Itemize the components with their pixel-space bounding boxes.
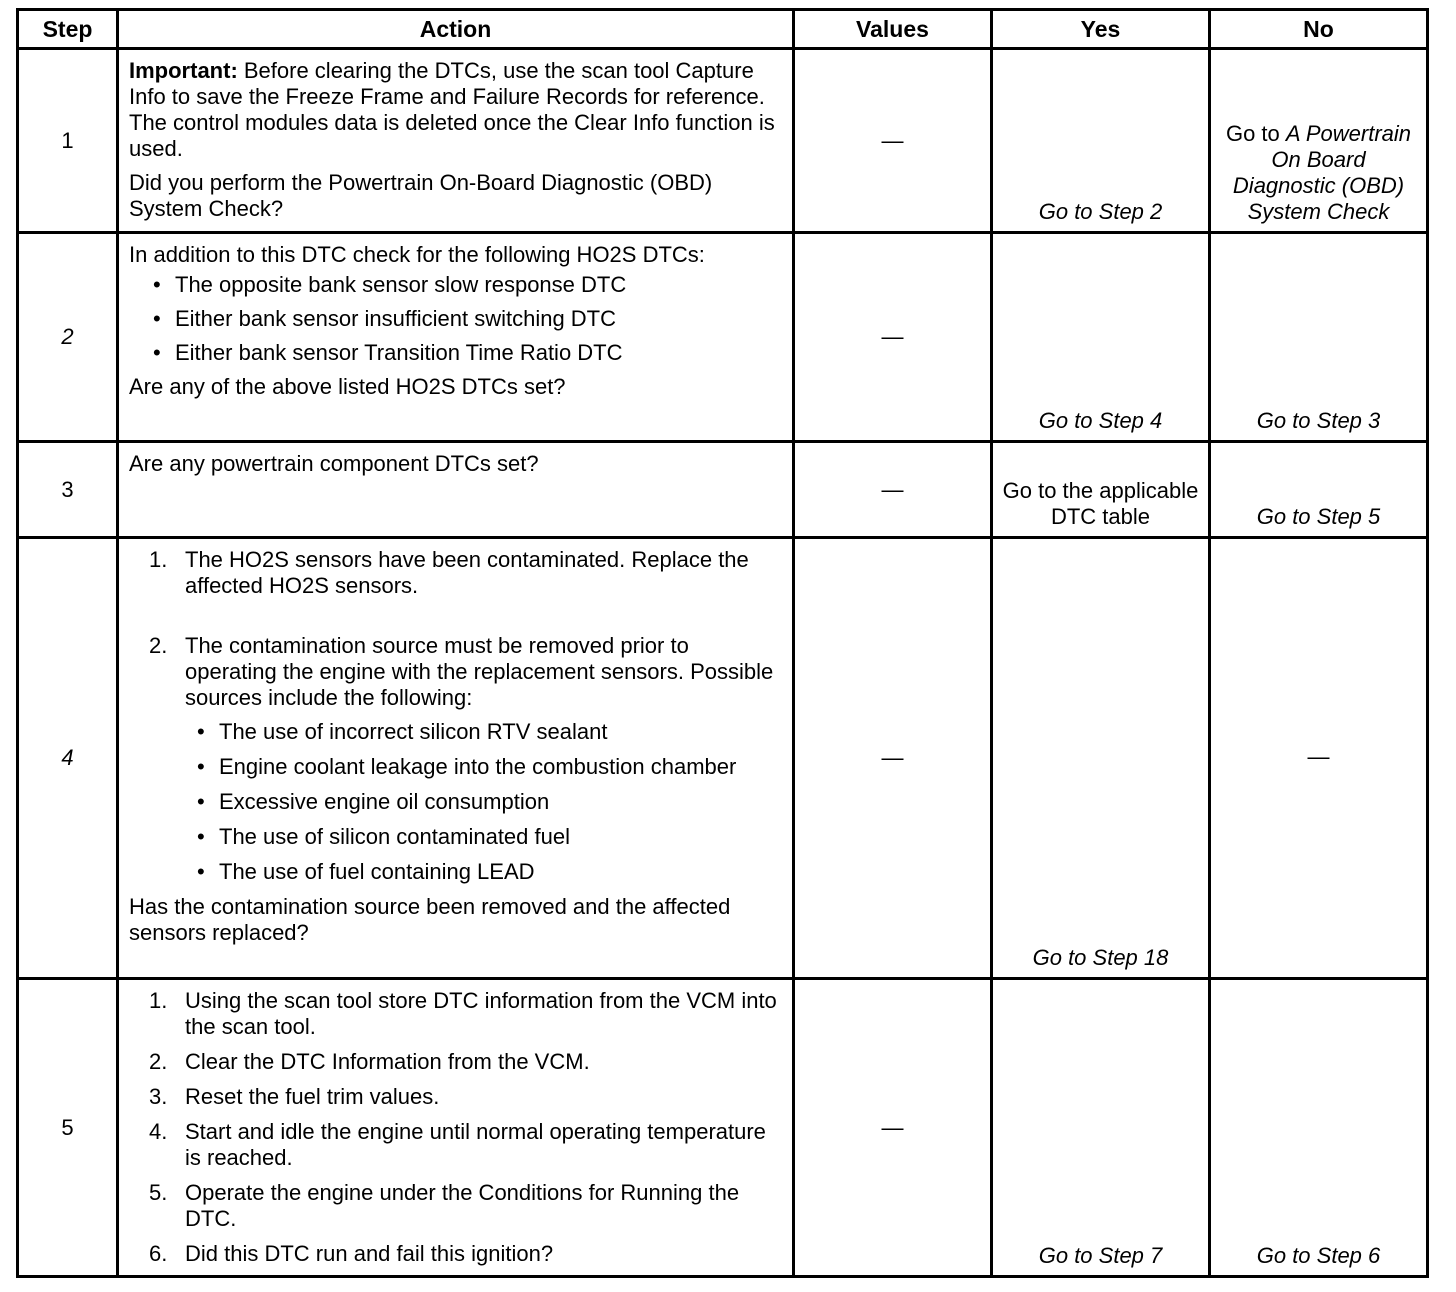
values-cell: — [794, 233, 992, 442]
no-cell[interactable] [1210, 442, 1428, 538]
important-text: Before clearing the DTCs, use the scan tool Capture Info to save the Freeze Frame and Failure Records for reference. The control modules data is deleted once the Clear Info function is used. [129, 58, 775, 161]
action-cell [118, 442, 794, 538]
table-row [18, 49, 1428, 233]
list-item: • The use of incorrect silicon RTV sealant [197, 719, 608, 744]
list-item: 1. Using the scan tool store DTC information from the VCM into the scan tool. [149, 988, 777, 1039]
list-item: 2. Clear the DTC Information from the VCM. [149, 1049, 590, 1074]
bullet-icon: • [153, 306, 161, 331]
step-number: 1 [18, 49, 118, 233]
header-yes: Yes [992, 10, 1210, 49]
question-text: Did you perform the Powertrain On-Board Diagnostic (OBD) System Check? [129, 170, 713, 221]
no-link[interactable]: Go to Step 5 [1256, 504, 1381, 529]
step-number: 4 [18, 538, 118, 979]
dtc-bullet-list [129, 272, 782, 366]
important-note [129, 58, 782, 162]
yes-cell[interactable] [992, 979, 1210, 1277]
bullet-icon: • [197, 719, 205, 744]
values-cell: — [794, 979, 992, 1277]
yes-link[interactable]: Go to Step 2 [1038, 199, 1163, 224]
no-cell[interactable] [1210, 979, 1428, 1277]
bullet-icon: • [153, 272, 161, 297]
yes-link[interactable]: Go to Step 4 [1038, 408, 1163, 433]
header-no: No [1210, 10, 1428, 49]
header-row [18, 10, 1428, 49]
step-number: 2 [18, 233, 118, 442]
yes-link[interactable]: Go to the applicable DTC table [1002, 478, 1199, 529]
question-text: Are any powertrain component DTCs set? [129, 451, 539, 476]
important-label: Important: [129, 58, 238, 83]
action-cell [118, 979, 794, 1277]
list-item: • Either bank sensor insufficient switching DTC [153, 306, 617, 331]
bullet-icon: • [197, 824, 205, 849]
no-link[interactable]: A Powertrain On Board Diagnostic (OBD) System Check [1232, 121, 1412, 224]
step-number: 3 [18, 442, 118, 538]
yes-link[interactable]: Go to Step 18 [1032, 945, 1169, 970]
list-item: • Either bank sensor Transition Time Ratio DTC [153, 340, 623, 365]
bullet-icon: • [153, 340, 161, 365]
no-link[interactable]: Go to Step 3 [1256, 408, 1381, 433]
list-item: • The use of fuel containing LEAD [197, 859, 535, 884]
list-item: 2. The contamination source must be removed prior to operating the engine with the replacement sensors. Possible sources include the following: • The use of incorrect silicon RTV sealant • Engine coolant leakage into the combustion chamber • Excessive engine oil consumption • The use of silicon contaminated fuel • The use of fuel containing LEAD [129, 633, 782, 885]
values-cell: — [794, 49, 992, 233]
no-cell: — [1210, 538, 1428, 979]
bullet-icon: • [197, 859, 205, 884]
list-item: • The opposite bank sensor slow response DTC [153, 272, 627, 297]
table-row [18, 979, 1428, 1277]
header-step: Step [18, 10, 118, 49]
yes-cell[interactable] [992, 49, 1210, 233]
list-item: 3. Reset the fuel trim values. [149, 1084, 440, 1109]
list-item: 5. Operate the engine under the Conditions for Running the DTC. [149, 1180, 740, 1231]
question-text: Has the contamination source been removed and the affected sensors replaced? [129, 894, 731, 945]
values-cell: — [794, 538, 992, 979]
no-cell[interactable] [1210, 233, 1428, 442]
list-item: • Engine coolant leakage into the combustion chamber [197, 754, 737, 779]
header-action: Action [118, 10, 794, 49]
question-text: Are any of the above listed HO2S DTCs set? [129, 374, 566, 399]
list-item: • The use of silicon contaminated fuel [197, 824, 570, 849]
list-item: 6. Did this DTC run and fail this ignition? [149, 1241, 554, 1266]
action-cell [118, 538, 794, 979]
step-number: 5 [18, 979, 118, 1277]
table-row [18, 442, 1428, 538]
list-item: 4. Start and idle the engine until normal operating temperature is reached. [149, 1119, 766, 1170]
header-values: Values [794, 10, 992, 49]
yes-cell[interactable] [992, 442, 1210, 538]
contamination-sources-list [185, 719, 782, 885]
action-cell [118, 233, 794, 442]
no-link[interactable]: Go to Step 6 [1256, 1243, 1381, 1268]
action-cell [118, 49, 794, 233]
table-row [18, 538, 1428, 979]
values-cell: — [794, 442, 992, 538]
procedure-list [129, 547, 782, 885]
intro-text: In addition to this DTC check for the following HO2S DTCs: [129, 242, 705, 267]
procedure-list [129, 988, 782, 1267]
bullet-icon: • [197, 754, 205, 779]
list-item: • Excessive engine oil consumption [197, 789, 550, 814]
no-prefix: Go to [1225, 121, 1286, 146]
bullet-icon: • [197, 789, 205, 814]
table-row [18, 233, 1428, 442]
yes-cell[interactable] [992, 538, 1210, 979]
list-item: 1. The HO2S sensors have been contaminated. Replace the affected HO2S sensors. [149, 547, 749, 598]
no-cell[interactable] [1210, 49, 1428, 233]
diagnostic-table [16, 8, 1429, 1278]
yes-cell[interactable] [992, 233, 1210, 442]
yes-link[interactable]: Go to Step 7 [1038, 1243, 1163, 1268]
